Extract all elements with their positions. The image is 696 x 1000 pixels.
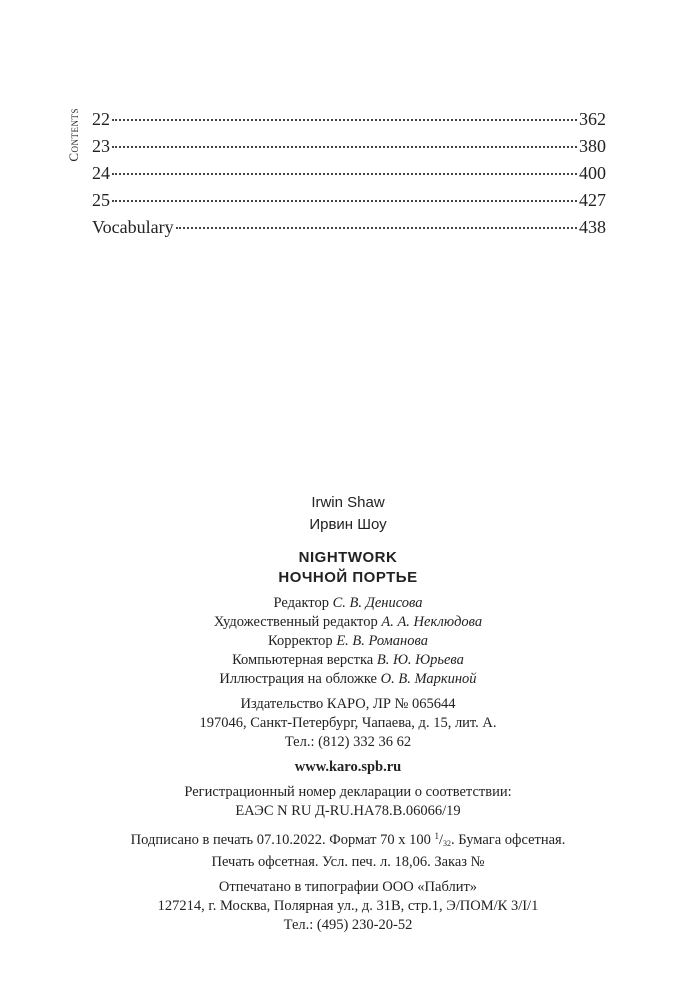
toc-leader-dots [112,146,577,148]
credit-role: Компьютерная верстка [232,652,374,668]
credit-name: А. А. Неклюдова [381,614,483,630]
credit-line [0,613,696,632]
toc-leader-dots [112,173,577,175]
credit-role: Редактор [273,595,329,611]
toc-entry-label: 25 [92,190,110,210]
credit-role: Художественный редактор [213,614,378,630]
toc-entry[interactable] [92,160,606,187]
format-denominator: 32 [443,839,452,848]
toc-entry-page: 380 [579,136,606,156]
credit-role: Корректор [268,633,333,649]
table-of-contents [92,106,606,241]
author-russian: Ирвин Шоу [309,516,387,533]
credit-name: С. В. Денисова [332,595,423,611]
printer-phone: Тел.: (495) 230-20-52 [283,917,413,933]
toc-entry[interactable] [92,214,606,241]
credit-line [0,651,696,670]
title-russian: НОЧНОЙ ПОРТЬЕ [278,569,418,586]
toc-entry-page: 400 [579,163,606,183]
credit-name: Е. В. Романова [336,633,428,649]
print-signed-suffix: . Бумага офсетная. [451,832,566,848]
toc-entry-label: 22 [92,109,110,129]
toc-entry-label: 24 [92,163,110,183]
print-signed-line: Подписано в печать 07.10.2022. Формат 70 х 100 $^1$/32. Бумага офсетная. [130,831,566,848]
contents-side-label: Contents [66,108,81,162]
printer-line: Отпечатано в типографии ООО «Паблит» [218,879,478,895]
credit-name: В. Ю. Юрьева [376,652,464,668]
credit-line [0,594,696,613]
printer-address: 127214, г. Москва, Полярная ул., д. 31В, стр.1, Э/ПОМ/К 3/I/1 [157,898,539,914]
print-info: Печать офсетная. Усл. печ. л. 18,06. Заказ № [211,854,485,870]
toc-entry[interactable] [92,187,606,214]
toc-leader-dots [176,227,577,229]
publisher-line: Издательство КАРО, ЛР № 065644 [240,696,456,712]
registration-label: Регистрационный номер декларации о соответствии: [184,784,512,800]
credit-line [0,670,696,689]
credit-role: Иллюстрация на обложке [219,671,377,687]
title-english: NIGHTWORK [298,549,398,566]
toc-entry-page: 438 [579,217,606,237]
toc-entry[interactable] [92,106,606,133]
publisher-address: 197046, Санкт-Петербург, Чапаева, д. 15, лит. А. [199,715,497,731]
toc-leader-dots [112,200,577,202]
imprint-block [0,492,696,935]
registration-number: ЕАЭС N RU Д-RU.НА78.В.06066/19 [235,803,461,819]
toc-leader-dots [112,119,577,121]
toc-entry-page: 362 [579,109,606,129]
print-signed-prefix: Подписано в печать 07.10.2022. Формат 70 х 100 [130,832,431,848]
credit-line [0,632,696,651]
credit-name: О. В. Маркиной [380,671,477,687]
publisher-website-link[interactable]: www.karo.spb.ru [294,759,402,775]
toc-entry-label: 23 [92,136,110,156]
publisher-phone: Тел.: (812) 332 36 62 [284,734,412,750]
toc-entry-page: 427 [579,190,606,210]
format-numerator: 1 [434,831,439,841]
author-english: Irwin Shaw [311,494,385,511]
toc-entry-label: Vocabulary [92,217,174,237]
toc-entry[interactable] [92,133,606,160]
